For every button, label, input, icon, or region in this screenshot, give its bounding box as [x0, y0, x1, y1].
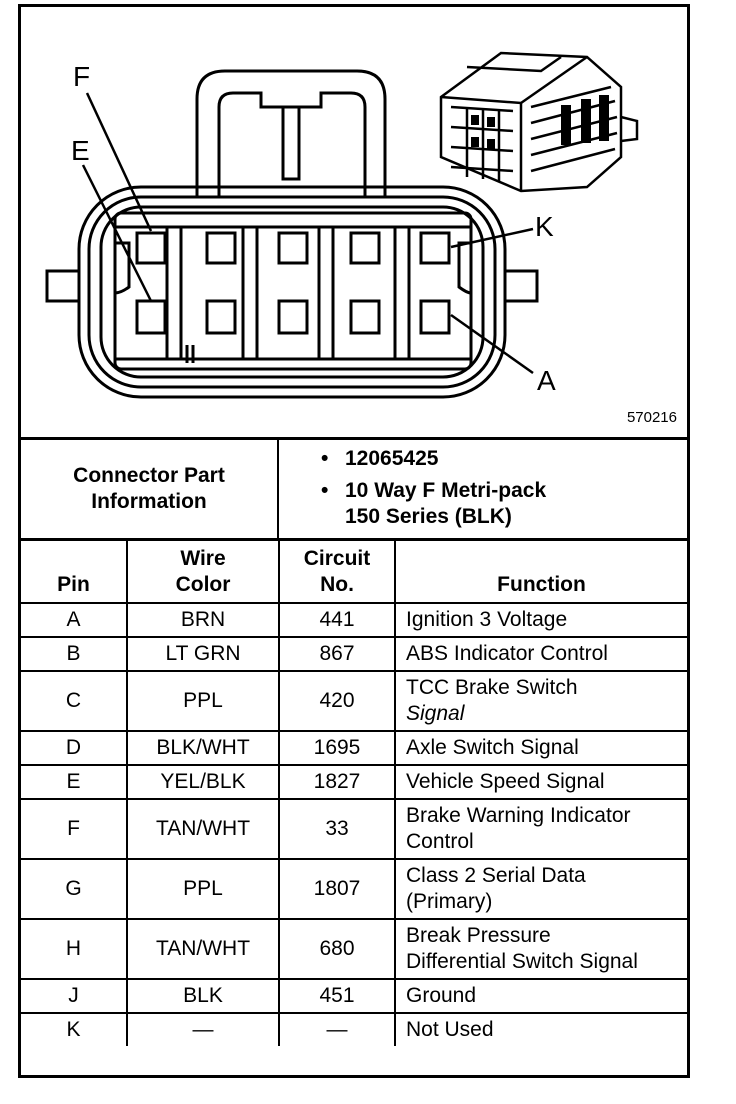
- info-list: [321, 446, 546, 536]
- cavity-h: [279, 233, 307, 263]
- circuit-cell: 680: [279, 919, 395, 979]
- function-cell: Ignition 3 Voltage: [395, 603, 687, 637]
- table-row: [21, 731, 687, 765]
- table-row: [21, 637, 687, 671]
- circuit-cell: 420: [279, 671, 395, 731]
- pinout-table: [21, 538, 687, 1046]
- bullet-icon: •: [321, 479, 329, 502]
- circuit-cell: —: [279, 1013, 395, 1046]
- pin-cell: K: [21, 1013, 127, 1046]
- wire-color-cell: —: [127, 1013, 279, 1046]
- cavity-d: [207, 301, 235, 333]
- info-label: [21, 440, 279, 538]
- pin-cell: F: [21, 799, 127, 859]
- info-label-line1: Connector Part: [73, 464, 225, 487]
- info-item-description: [321, 478, 546, 530]
- part-number: 12065425: [345, 447, 439, 470]
- cavity-f: [137, 233, 165, 263]
- cavity-e: [137, 301, 165, 333]
- pin-cell: D: [21, 731, 127, 765]
- wire-color-cell: YEL/BLK: [127, 765, 279, 799]
- pin-cell: H: [21, 919, 127, 979]
- cavity-j: [351, 233, 379, 263]
- table-row: [21, 859, 687, 919]
- header-pin: Pin: [21, 538, 127, 603]
- pin-cell: G: [21, 859, 127, 919]
- cavity-g: [207, 233, 235, 263]
- circuit-cell: 441: [279, 603, 395, 637]
- pin-cell: B: [21, 637, 127, 671]
- connector-sheet: [18, 4, 690, 1078]
- wire-color-cell: PPL: [127, 859, 279, 919]
- wire-color-cell: BRN: [127, 603, 279, 637]
- pin-cell: E: [21, 765, 127, 799]
- connector-diagram: [21, 7, 687, 440]
- connector-part-info: [21, 440, 687, 541]
- cavity-c: [279, 301, 307, 333]
- header-function: Function: [395, 538, 687, 603]
- label-pin-a: A: [537, 365, 556, 396]
- function-cell: TCC Brake Switch Signal: [395, 671, 687, 731]
- circuit-cell: 1807: [279, 859, 395, 919]
- wire-color-cell: BLK: [127, 979, 279, 1013]
- pin-cell: A: [21, 603, 127, 637]
- function-cell: ABS Indicator Control: [395, 637, 687, 671]
- function-cell: Class 2 Serial Data (Primary): [395, 859, 687, 919]
- function-cell: Break Pressure Differential Switch Signal: [395, 919, 687, 979]
- circuit-cell: 33: [279, 799, 395, 859]
- wire-color-cell: TAN/WHT: [127, 799, 279, 859]
- function-cell: Axle Switch Signal: [395, 731, 687, 765]
- circuit-cell: 867: [279, 637, 395, 671]
- figure-id: 570216: [626, 409, 677, 426]
- label-pin-f: F: [73, 61, 91, 92]
- function-cell: Brake Warning Indicator Control: [395, 799, 687, 859]
- pin-cell: C: [21, 671, 127, 731]
- wire-color-cell: TAN/WHT: [127, 919, 279, 979]
- wire-color-cell: PPL: [127, 671, 279, 731]
- label-pin-k: K: [535, 211, 554, 242]
- table-row: [21, 603, 687, 637]
- connector-face-drawing: [21, 7, 687, 437]
- function-cell: Ground: [395, 979, 687, 1013]
- info-label-line2: Information: [91, 490, 207, 513]
- table-row: [21, 919, 687, 979]
- table-row: [21, 765, 687, 799]
- info-item-part-number: [321, 446, 546, 472]
- table-row: [21, 1013, 687, 1046]
- description-line2: 150 Series (BLK): [345, 505, 512, 528]
- wire-color-cell: LT GRN: [127, 637, 279, 671]
- function-cell: Vehicle Speed Signal: [395, 765, 687, 799]
- table-row: [21, 799, 687, 859]
- circuit-cell: 1827: [279, 765, 395, 799]
- cavity-k: [421, 233, 449, 263]
- table-row: [21, 671, 687, 731]
- header-circuit: Circuit No.: [279, 538, 395, 603]
- circuit-cell: 1695: [279, 731, 395, 765]
- function-cell: Not Used: [395, 1013, 687, 1046]
- description-line1: 10 Way F Metri-pack: [345, 479, 547, 502]
- table-row: [21, 979, 687, 1013]
- table-header-row: [21, 538, 687, 603]
- cavity-b: [351, 301, 379, 333]
- label-pin-e: E: [71, 135, 90, 166]
- circuit-cell: 451: [279, 979, 395, 1013]
- header-wire-color: Wire Color: [127, 538, 279, 603]
- wire-color-cell: BLK/WHT: [127, 731, 279, 765]
- pin-cell: J: [21, 979, 127, 1013]
- cavity-a: [421, 301, 449, 333]
- bullet-icon: •: [321, 447, 329, 470]
